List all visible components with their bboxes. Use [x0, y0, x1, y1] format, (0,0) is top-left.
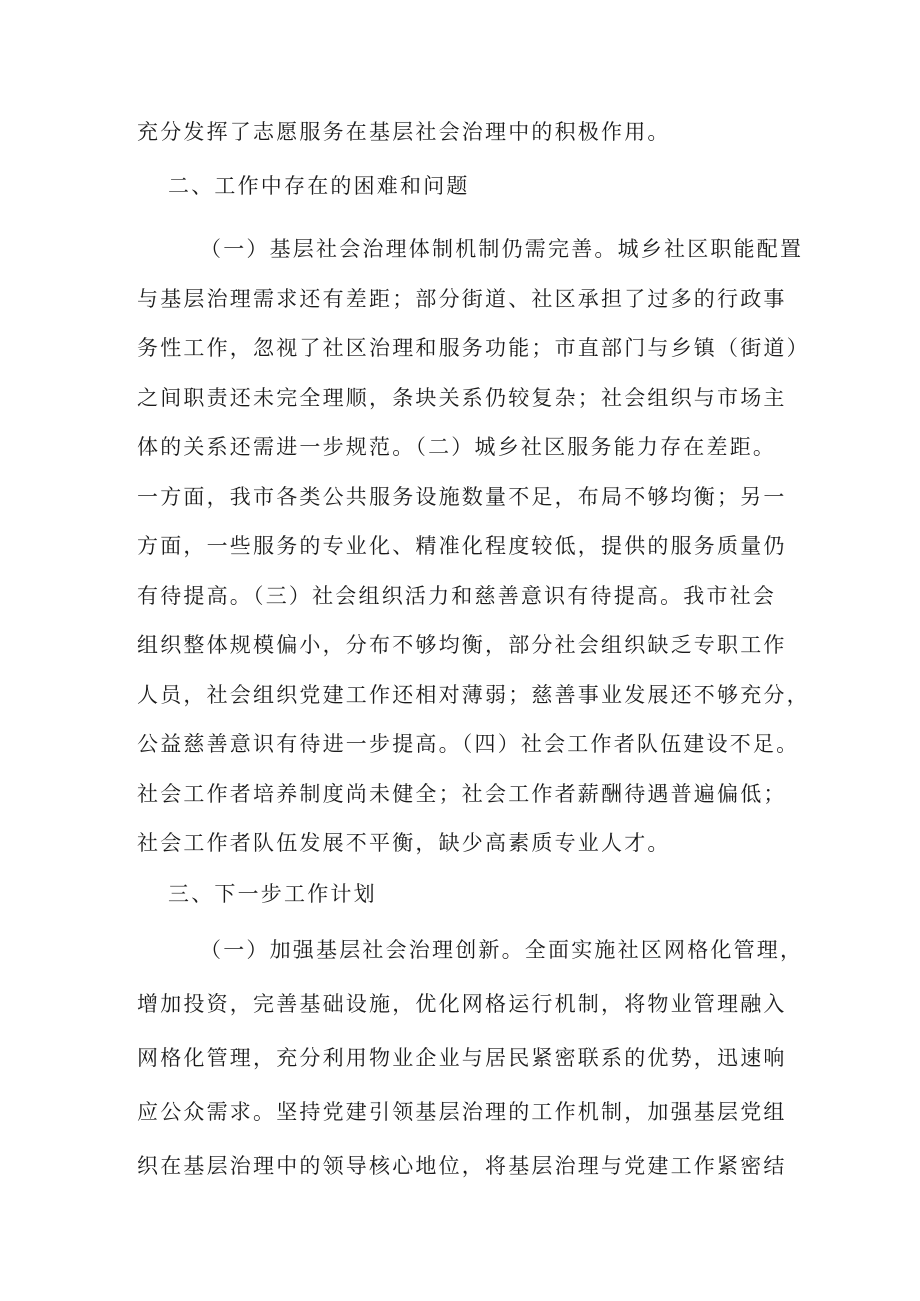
paragraph-line: 公益慈善意识有待进一步提高。（四）社会工作者队伍建设不足。 [137, 732, 800, 756]
paragraph-line: 网格化管理，充分利用物业企业与居民紧密联系的优势，迅速响 [137, 1046, 787, 1070]
paragraph-line: 务性工作，忽视了社区治理和服务功能；市直部门与乡镇（街道） [137, 336, 810, 360]
paragraph-line: 组织整体规模偏小，分布不够均衡，部分社会组织缺乏专职工作 [137, 633, 787, 657]
paragraph-line: 社会工作者队伍发展不平衡，缺少高素质专业人才。 [137, 831, 671, 855]
paragraph-line: 社会工作者培养制度尚未健全；社会工作者薪酬待遇普遍偏低； [137, 782, 787, 806]
paragraph-line: 方面，一些服务的专业化、精准化程度较低，提供的服务质量仍 [137, 534, 787, 558]
paragraph-line: 有待提高。（三）社会组织活力和慈善意识有待提高。我市社会 [137, 584, 777, 608]
paragraph-line: 应公众需求。坚持党建引领基层治理的工作机制，加强基层党组 [137, 1100, 787, 1124]
paragraph-line: 之间职责还未完全理顺，条块关系仍较复杂；社会组织与市场主 [137, 386, 787, 410]
paragraph-line: 与基层治理需求还有差距；部分街道、社区承担了过多的行政事 [137, 287, 787, 311]
paragraph-line: （一）基层社会治理体制机制仍需完善。城乡社区职能配置 [200, 237, 804, 261]
paragraph-line: 一方面，我市各类公共服务设施数量不足，布局不够均衡；另一 [137, 485, 787, 509]
paragraph-line: 人员，社会组织党建工作还相对薄弱；慈善事业发展还不够充分， [137, 683, 810, 707]
paragraph-line: 充分发挥了志愿服务在基层社会治理中的积极作用。 [137, 120, 671, 144]
section-heading: 三、下一步工作计划 [168, 882, 377, 906]
paragraph-line: 织在基层治理中的领导核心地位，将基层治理与党建工作紧密结 [137, 1154, 787, 1178]
paragraph-line: 增加投资，完善基础设施，优化网格运行机制，将物业管理融入 [137, 992, 787, 1016]
paragraph-line: （一）加强基层社会治理创新。全面实施社区网格化管理， [200, 938, 804, 962]
section-heading: 二、工作中存在的困难和问题 [168, 174, 470, 198]
paragraph-line: 体的关系还需进一步规范。（二）城乡社区服务能力存在差距。 [137, 435, 777, 459]
